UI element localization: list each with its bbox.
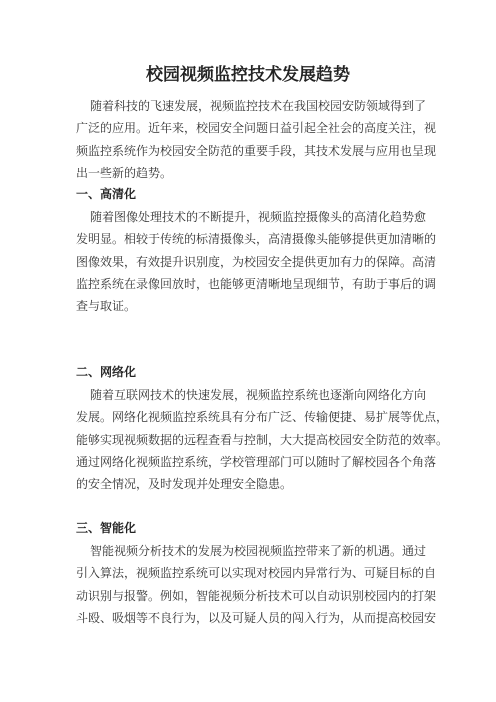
text-line: 图像效果，有效提升识别度，为校园安全提供更加有力的保障。高清 (76, 254, 437, 269)
text-line: 监控系统在录像回放时，也能够更清晰地呈现细节，有助于事后的调 (76, 276, 437, 291)
text-line: 随着科技的飞速发展，视频监控技术在我国校园安防领域得到了 (90, 99, 427, 113)
section-heading: 二、网络化 (76, 365, 137, 379)
section-heading: 三、智能化 (76, 521, 137, 535)
text-line: 智能视频分析技术的发展为校园视频监控带来了新的机遇。通过 (90, 544, 427, 558)
intro-paragraph (76, 95, 437, 184)
text-line: 的安全情况，及时发现并处理安全隐患。 (76, 477, 293, 492)
text-line: 出一些新的趋势。 (76, 165, 173, 180)
text-line: 查与取证。 (76, 299, 137, 314)
text-line: 动识别与报警。例如，智能视频分析技术可以自动识别校园内的打架 (76, 588, 437, 603)
text-line: 通过网络化视频监控系统，学校管理部门可以随时了解校园各个角落 (76, 454, 437, 469)
text-line: 广泛的应用。近年来，校园安全问题日益引起全社会的高度关注，视 (76, 121, 437, 136)
document-title: 校园视频监控技术发展趋势 (146, 65, 350, 85)
text-line: 引入算法，视频监控系统可以实现对校园内异常行为、可疑目标的自 (76, 566, 437, 581)
text-line: 随着互联网技术的快速发展，视频监控系统也逐渐向网络化方向 (90, 388, 427, 402)
text-line: 频监控系统作为校园安全防范的重要手段，其技术发展与应用也呈现 (76, 143, 437, 158)
text-line: 发展。网络化视频监控系统具有分布广泛、传输便捷、易扩展等优点， (76, 410, 449, 425)
text-line: 发明显。相较于传统的标清摄像头，高清摄像头能够提供更加清晰的 (76, 232, 437, 247)
section-paragraph (76, 540, 437, 629)
section-paragraph (76, 206, 437, 317)
section-paragraph (76, 384, 449, 495)
section-heading: 一、高清化 (76, 187, 137, 201)
text-line: 能够实现视频数据的远程查看与控制，大大提高校园安全防范的效率。 (76, 432, 449, 447)
text-line: 随着图像处理技术的不断提升，视频监控摄像头的高清化趋势愈 (90, 210, 427, 224)
text-line: 斗殴、吸烟等不良行为，以及可疑人员的闯入行为，从而提高校园安 (76, 610, 437, 625)
